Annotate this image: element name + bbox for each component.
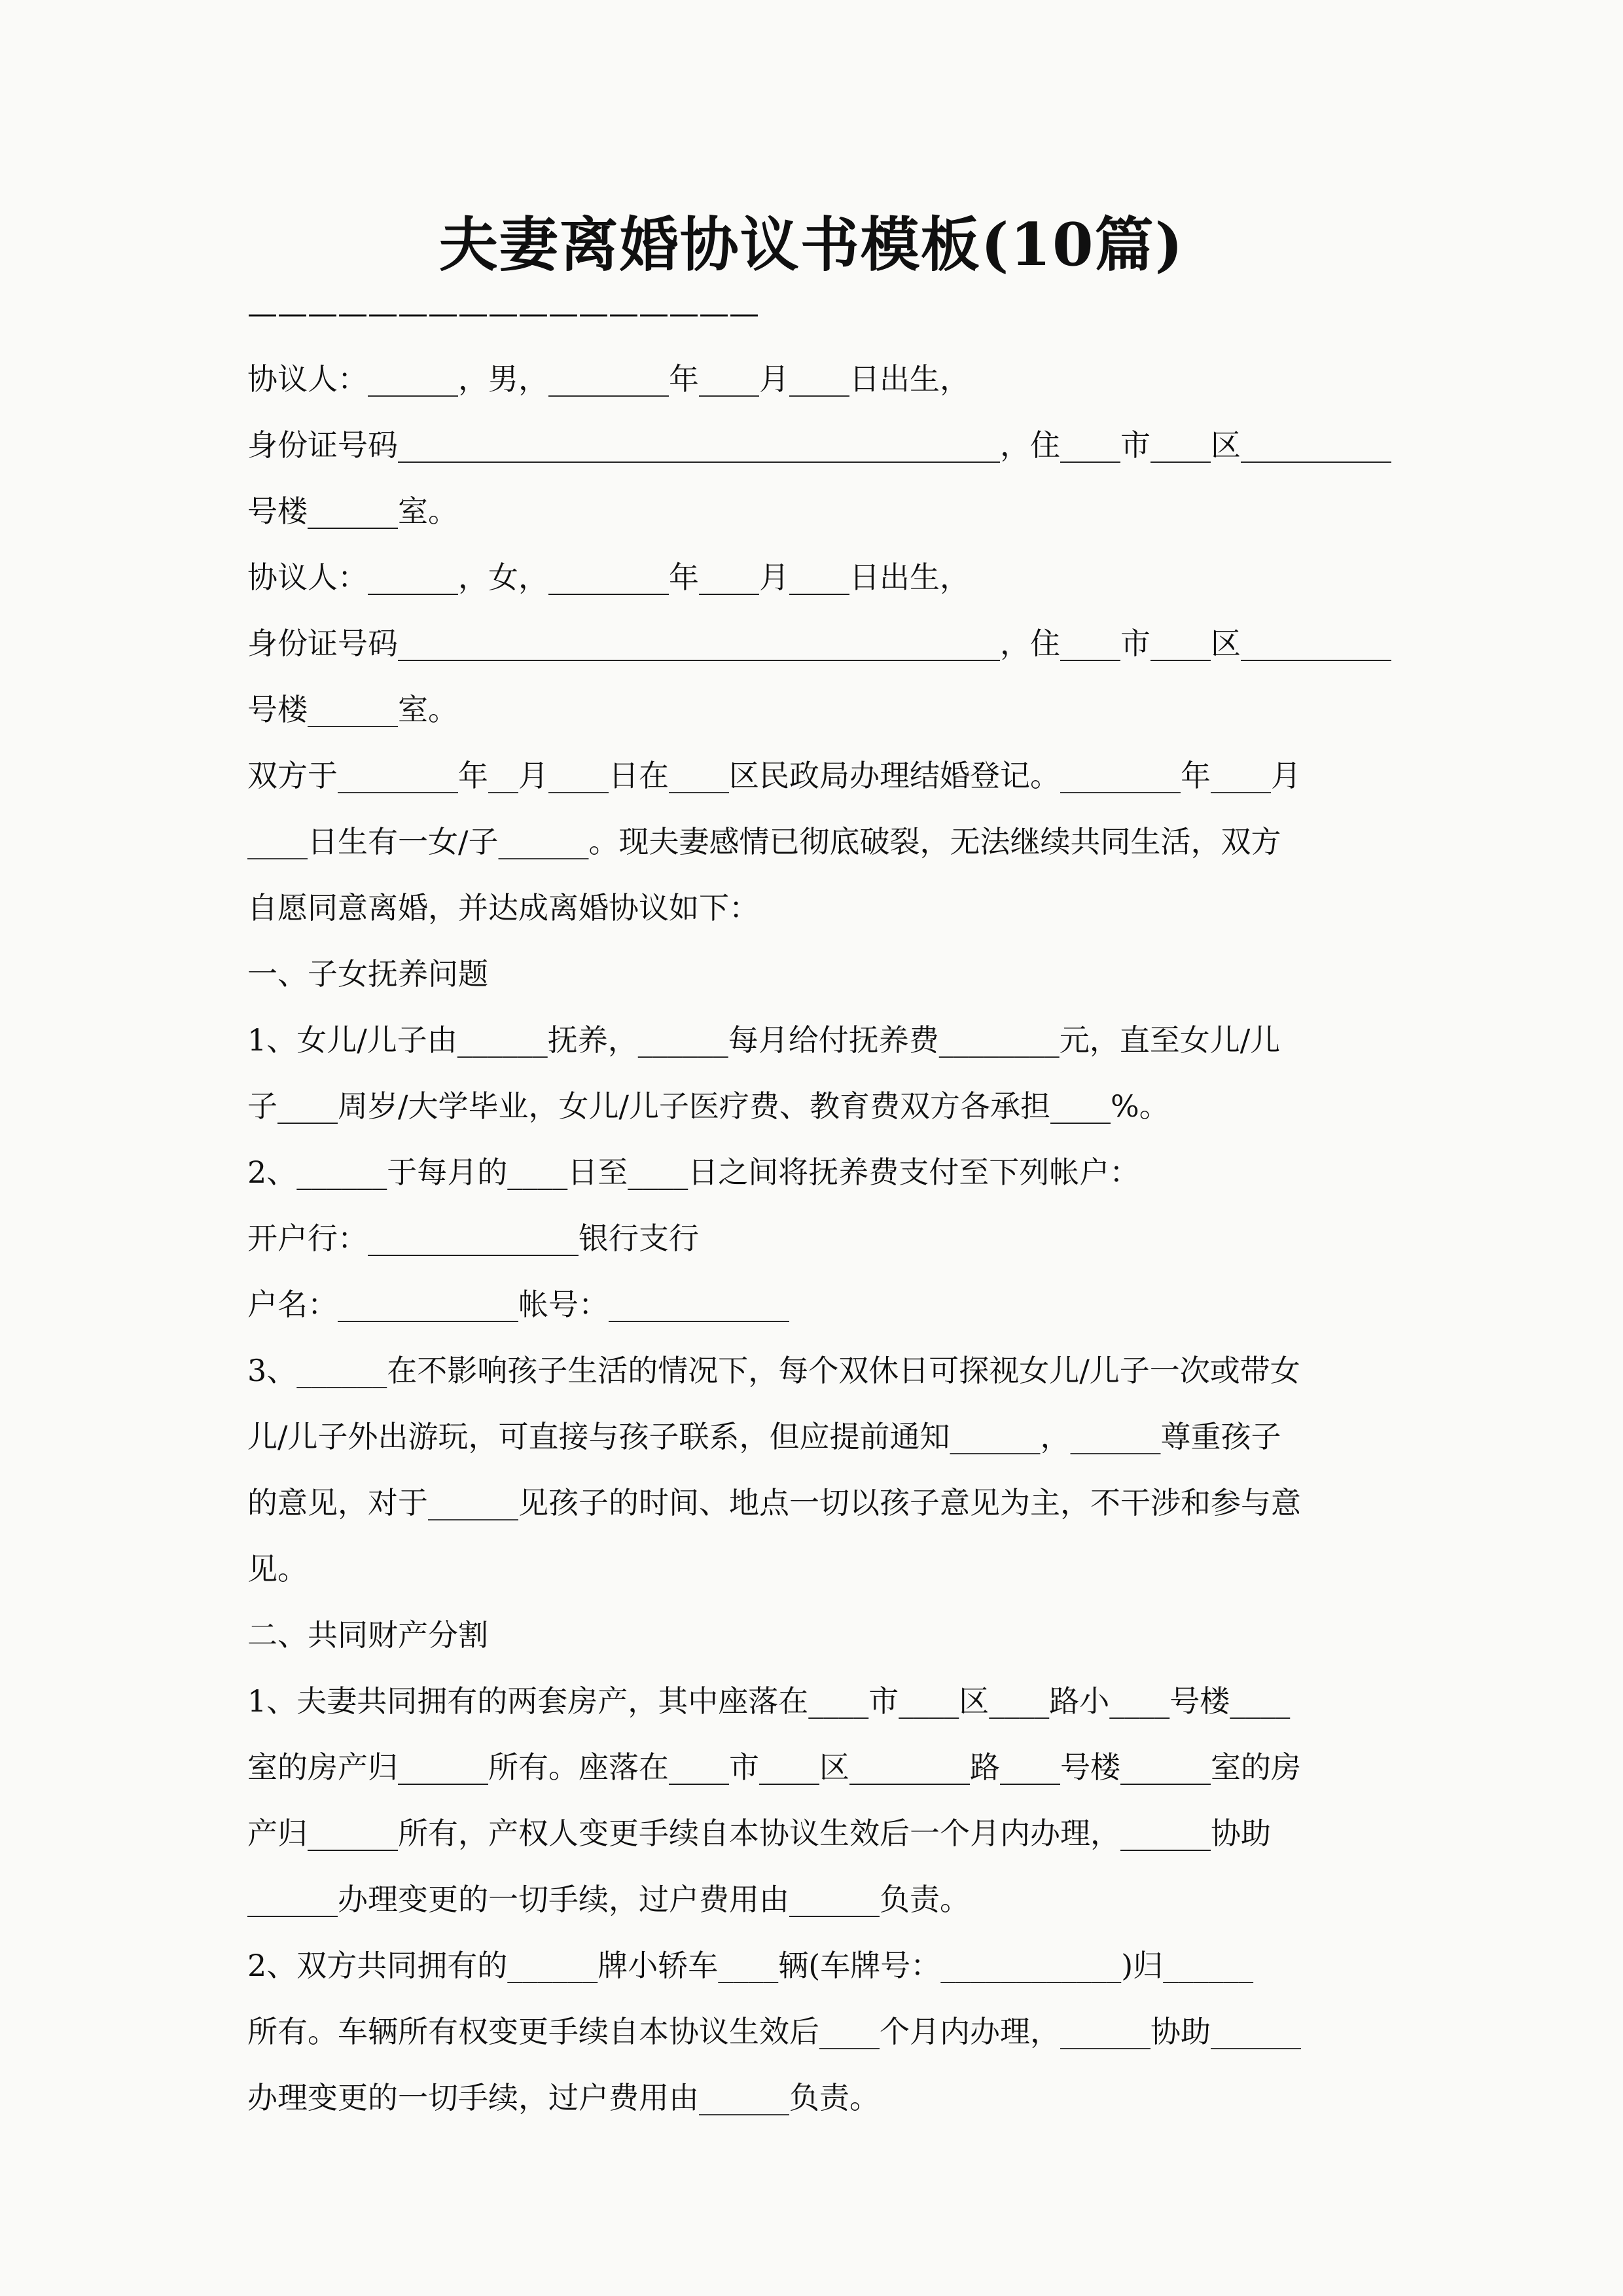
document-line: 户名：____________帐号：____________ xyxy=(247,1287,789,1322)
document-line: 协议人：______，女，________年____月____日出生， xyxy=(247,560,970,595)
document-body xyxy=(247,280,1391,2131)
document-line: 室的房产归______所有。座落在____市____区________路____号楼______室的房 xyxy=(247,1749,1301,1785)
document-line: 协议人：______，男，________年____月____日出生， xyxy=(247,361,970,397)
document-line: 的意见，对于______见孩子的时间、地点一切以孩子意见为主，不干涉和参与意 xyxy=(247,1485,1301,1520)
document-line: 号楼______室。 xyxy=(247,692,458,727)
document-line: 2、双方共同拥有的______牌小轿车____辆(车牌号：____________)归______ xyxy=(247,1948,1254,1983)
document-line: 1、女儿/儿子由______抚养，______每月给付抚养费________元，直至女儿/儿 xyxy=(247,1022,1281,1058)
document-line: ____日生有一女/子______。现夫妻感情已彻底破裂，无法继续共同生活，双方 xyxy=(247,824,1281,859)
document-line: 3、______在不影响孩子生活的情况下，每个双休日可探视女儿/儿子一次或带女 xyxy=(247,1353,1300,1388)
page-title: 夫妻离婚协议书模板(10篇) xyxy=(438,210,1185,279)
document-line: 办理变更的一切手续，过户费用由______负责。 xyxy=(247,2080,880,2115)
document-line: 见。 xyxy=(247,1551,308,1587)
document-line: 1、夫妻共同拥有的两套房产，其中座落在____市____区____路小____号楼____ xyxy=(247,1683,1291,1719)
document-line: 二、共同财产分割 xyxy=(247,1617,488,1653)
document-line: ______办理变更的一切手续，过户费用由______负责。 xyxy=(247,1882,970,1917)
document-line: 所有。车辆所有权变更手续自本协议生效后____个月内办理，______协助______ xyxy=(247,2014,1301,2049)
document-line: 开户行：______________银行支行 xyxy=(247,1221,699,1256)
document-line: 双方于________年__月____日在____区民政局办理结婚登记。________年____月 xyxy=(247,758,1301,793)
document-line: 身份证号码________________________________________，住____市____区__________ xyxy=(247,427,1391,463)
document-lines xyxy=(247,346,1391,2131)
document-line: 产归______所有，产权人变更手续自本协议生效后一个月内办理，______协助 xyxy=(247,1816,1271,1851)
document-line: 子____周岁/大学毕业，女儿/儿子医疗费、教育费双方各承担____%。 xyxy=(247,1088,1169,1124)
document-line: 号楼______室。 xyxy=(247,493,458,529)
document-line: 一、子女抚养问题 xyxy=(247,956,488,992)
document-line: 自愿同意离婚，并达成离婚协议如下： xyxy=(247,890,759,925)
title-underline-divider: ————————————————— xyxy=(247,295,759,331)
document-line: 儿/儿子外出游玩，可直接与孩子联系，但应提前通知______，______尊重孩子 xyxy=(247,1419,1281,1454)
document-line: 身份证号码________________________________________，住____市____区__________ xyxy=(247,626,1391,661)
document-line: 2、______于每月的____日至____日之间将抚养费支付至下列帐户： xyxy=(247,1155,1140,1190)
